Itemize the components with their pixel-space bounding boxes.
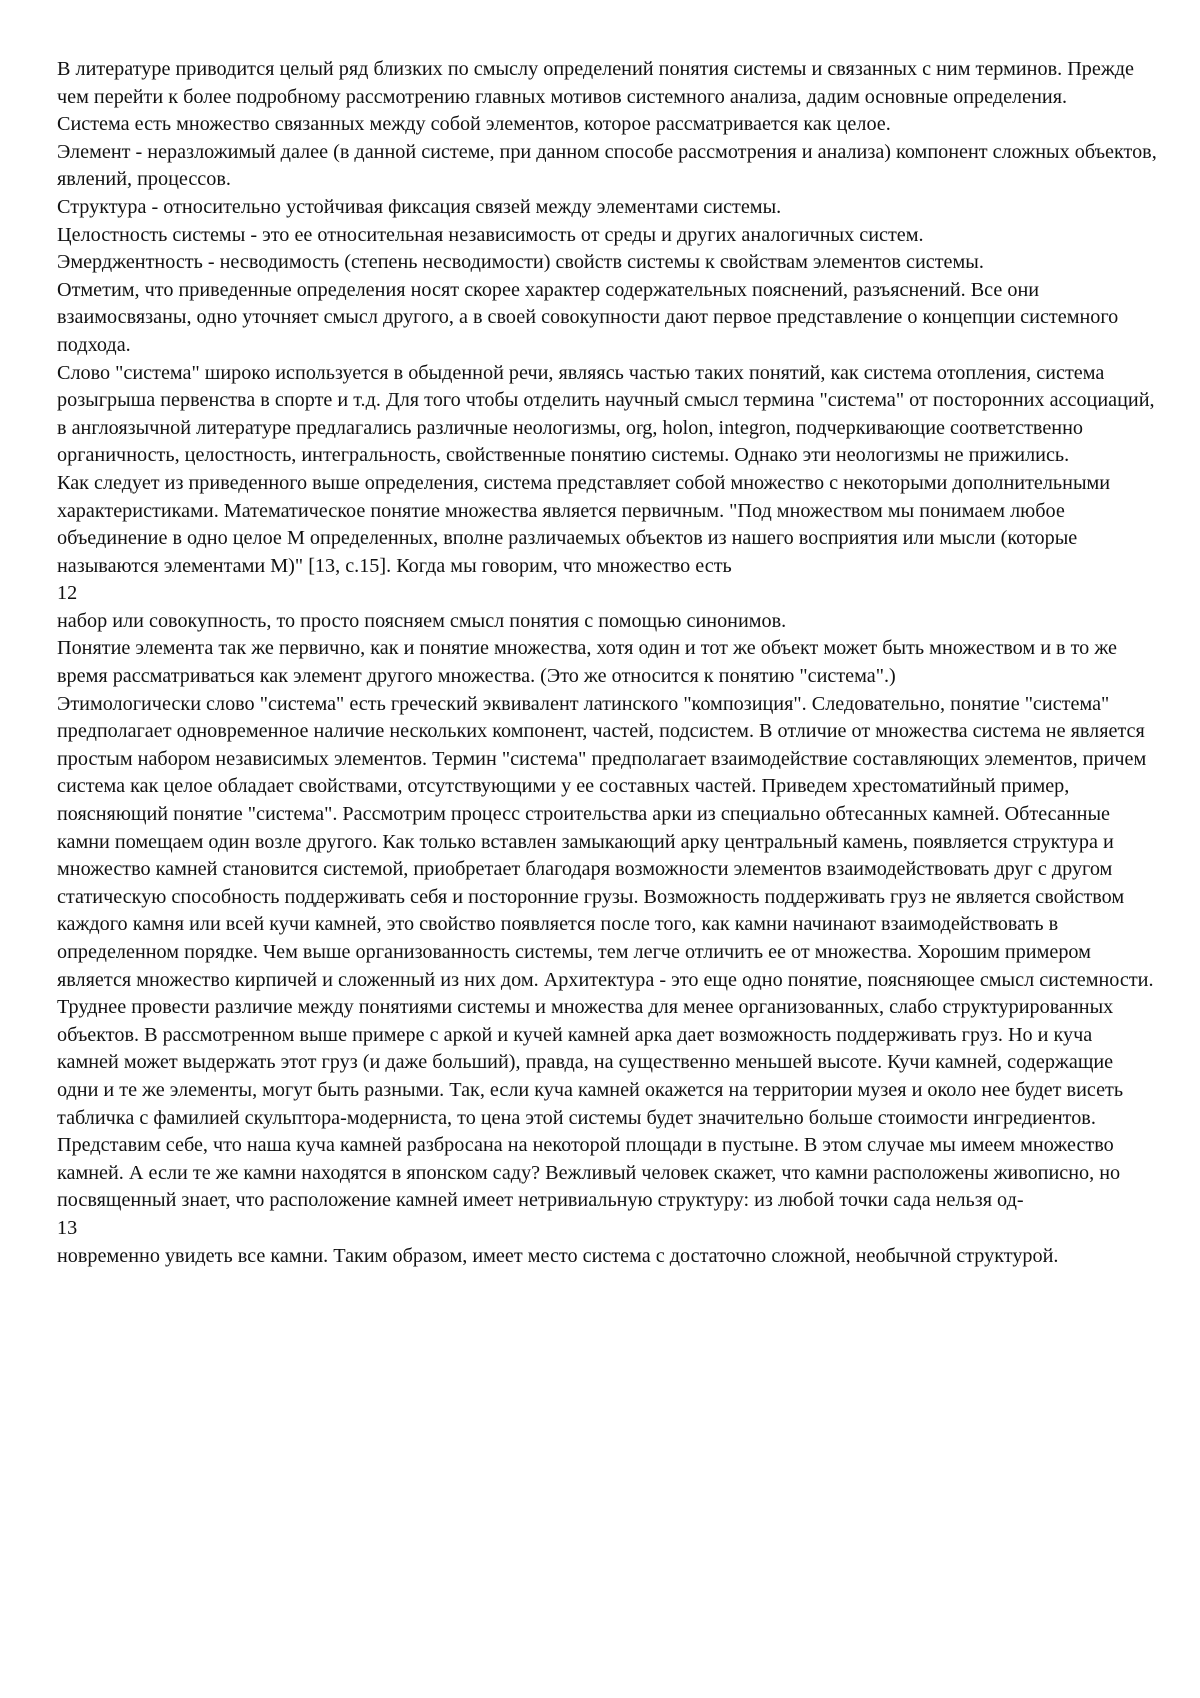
document-page bbox=[57, 56, 1157, 1270]
paragraph-element-definition: Элемент - неразложимый далее (в данной системе, при данном способе рассмотрения и анализа) компонент сложных объектов, явлений, процессов. bbox=[57, 140, 1157, 191]
paragraph-system-definition: Система есть множество связанных между собой элементов, которое рассматривается как целое. bbox=[57, 113, 891, 136]
paragraph-definitions-note: Отметим, что приведенные определения носят скорее характер содержательных пояснений, разъяснений. Все они взаимосвязаны, одно уточняет смысл другого, а в своей совокупности дают первое представление о концепции системного подхода. bbox=[57, 278, 1119, 356]
page-number-13: 13 bbox=[57, 1216, 78, 1239]
paragraph-word-system: Слово "система" широко используется в обыденной речи, являясь частью таких понятий, как система отопления, система розыгрыша первенства в спорте и т.д. Для того чтобы отделить научный смысл термина "система" от посторонних ассоциаций, в англоязычной литературе предлагались различные неологизмы, org, holon, integron, подчеркивающие соответственно органичность, целостность, интегральность, свойственные понятию системы. Однако эти неологизмы не прижились. bbox=[57, 361, 1155, 467]
paragraph-emergence-definition: Эмерджентность - несводимость (степень несводимости) свойств системы к свойствам элементов системы. bbox=[57, 251, 984, 274]
paragraph-etymology-arch: Этимологически слово "система" есть греческий эквивалент латинского "композиция". Следовательно, понятие "система" предполагает одновременное наличие нескольких компонент, частей, подсистем. В отличие от множества система не является простым набором независимых элементов. Термин "система" предполагает взаимодействие составляющих элементов, причем система как целое обладает свойствами, отсутствующими у ее составных частей. Приведем хрестоматийный пример, поясняющий понятие "система". Рассмотрим процесс строительства арки из специально обтесанных камней. Обтесанные камни помещаем один возле другого. Как только вставлен замыкающий арку центральный камень, появляется структура и множество камней становится системой, приобретает благодаря возможности элементов взаимодействовать друг с другом статическую способность поддерживать себя и посторонние грузы. Возможность поддерживать груз не является свойством каждого камня или всей кучи камней, это свойство появляется после того, как камни начинают взаимодействовать в определенном порядке. Чем выше организованность системы, тем легче отличить ее от множества. Хорошим примером является множество кирпичей и сложенный из них дом. Архитектура - это еще одно понятие, поясняющее смысл системности. bbox=[57, 692, 1154, 991]
paragraph-element-concept: Понятие элемента так же первично, как и понятие множества, хотя один и тот же объект может быть множеством и в то же время рассматриваться как элемент другого множества. (Это же относится к понятию "система".) bbox=[57, 637, 1117, 688]
paragraph-integrity-definition: Целостность системы - это ее относительная независимость от среды и других аналогичных систем. bbox=[57, 223, 924, 246]
paragraph-synonyms: набор или совокупность, то просто поясняем смысл понятия с помощью синонимов. bbox=[57, 609, 787, 632]
paragraph-literature-intro: В литературе приводится целый ряд близких по смыслу определений понятия системы и связанных с ним терминов. Прежде чем перейти к более подробному рассмотрению главных мотивов системного анализа, дадим основные определения. bbox=[57, 58, 1135, 108]
page-number-12: 12 bbox=[57, 582, 78, 605]
paragraph-set-concept: Как следует из приведенного выше определения, система представляет собой множество с некоторыми дополнительными характеристиками. Математическое понятие множества является первичным. "Под множеством мы понимаем любое объединение в одно целое M определенных, вполне различаемых объектов из нашего восприятия или мысли (которые называются элементами M)" [13, с.15]. Когда мы говорим, что множество есть bbox=[57, 471, 1111, 577]
paragraph-structure-definition: Структура - относительно устойчивая фиксация связей между элементами системы. bbox=[57, 195, 782, 218]
paragraph-japanese-garden-end: новременно увидеть все камни. Таким образом, имеет место система с достаточно сложной, необычной структурой. bbox=[57, 1244, 1059, 1267]
paragraph-stone-heap: Труднее провести различие между понятиями системы и множества для менее организованных, слабо структурированных объектов. В рассмотренном выше примере с аркой и кучей камней арка дает возможность поддерживать груз. Но и куча камней может выдержать этот груз (и даже больший), правда, на существенно меньшей высоте. Кучи камней, содержащие одни и те же элементы, могут быть разными. Так, если куча камней окажется на территории музея и около нее будет висеть табличка с фамилией скульптора-модерниста, то цена этой системы будет значительно больше стоимости ингредиентов. Представим себе, что наша куча камней разбросана на некоторой площади в пустыне. В этом случае мы имеем множество камней. А если те же камни находятся в японском саду? Вежливый человек скажет, что камни расположены живописно, но посвященный знает, что расположение камней имеет нетривиальную структуру: из любой точки сада нельзя од- bbox=[57, 996, 1124, 1212]
